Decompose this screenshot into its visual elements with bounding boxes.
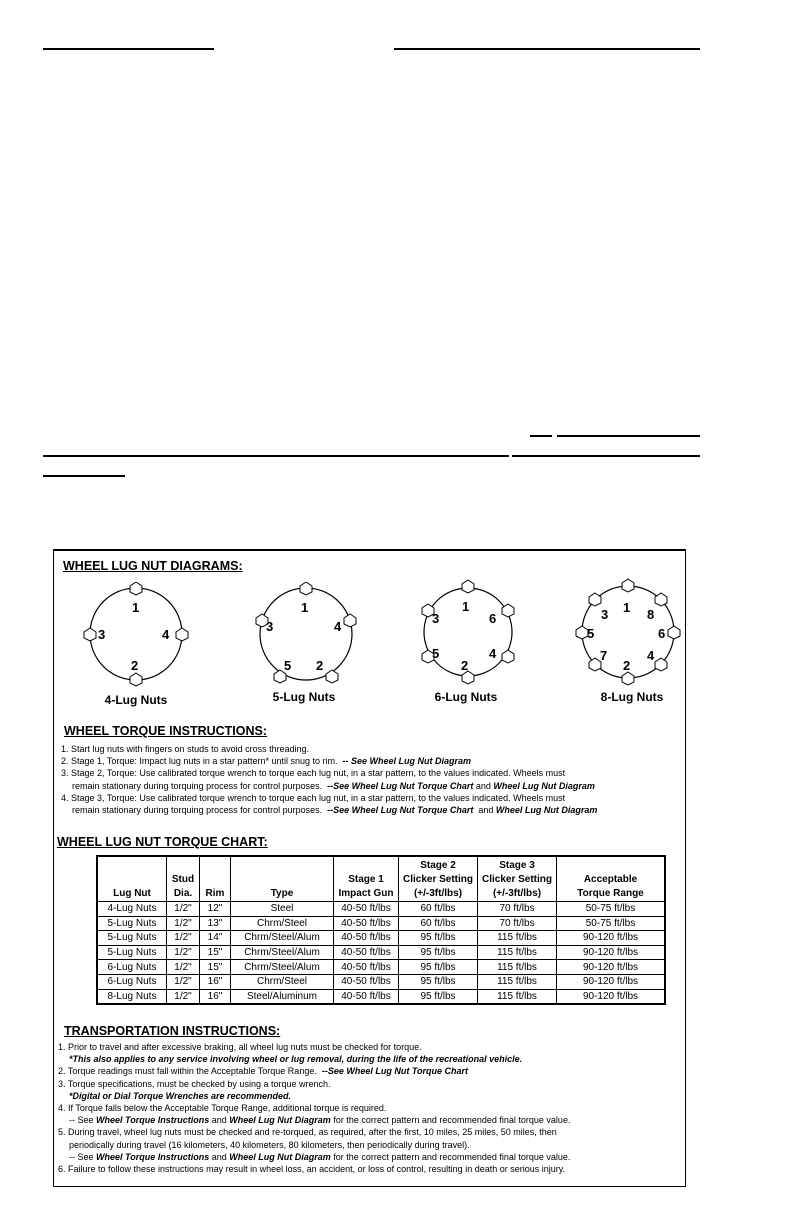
table-cell: Steel/Aluminum (231, 989, 334, 1004)
col-rim: Rim (200, 856, 231, 902)
mid-rule-2b (512, 455, 700, 457)
table-cell: 90-120 ft/lbs (557, 960, 666, 975)
table-cell: 40-50 ft/lbs (334, 902, 399, 917)
table-cell: 1/2" (167, 960, 200, 975)
transport-step: 2. Torque readings must fall within the Acceptable Torque Range. --See Wheel Lug Nut Torque Chart (58, 1066, 469, 1077)
table-row (97, 974, 665, 989)
lug-number: 5 (432, 646, 440, 661)
table-cell: 95 ft/lbs (399, 945, 478, 960)
diagram-4-lug-label: 4-Lug Nuts (104, 693, 168, 707)
instruction-step: 3. Stage 2, Torque: Use calibrated torque wrench to torque each lug nut, in a star pattern, to the values indicated. Wheels must (61, 768, 566, 779)
transport-step-cont: periodically during travel (16 kilometers, 40 kilometers, 80 kilometers, then periodically during travel). (69, 1139, 470, 1150)
diagram-6-lug (412, 578, 524, 688)
lug-number: 1 (462, 599, 470, 614)
table-cell: 90-120 ft/lbs (557, 989, 666, 1004)
table-cell: 4-Lug Nuts (97, 902, 167, 917)
table-cell: 1/2" (167, 989, 200, 1004)
lug-number: 4 (162, 627, 170, 642)
top-right-rule (394, 48, 700, 50)
transport-list (58, 1041, 570, 1175)
col-type: Type (231, 856, 334, 902)
lug-number: 3 (266, 619, 274, 634)
table-cell: 5-Lug Nuts (97, 916, 167, 931)
table-cell: 95 ft/lbs (399, 974, 478, 989)
table-cell: Steel (231, 902, 334, 917)
lug-number: 8 (647, 607, 655, 622)
table-header-row (97, 856, 665, 902)
table-cell: 1/2" (167, 902, 200, 917)
chart-heading: WHEEL LUG NUT TORQUE CHART: (57, 835, 268, 849)
diagram-4-lug (80, 582, 192, 692)
mid-rule-1b (557, 435, 700, 437)
table-cell: 1/2" (167, 974, 200, 989)
diagram-8-lug (572, 576, 684, 688)
table-cell: 115 ft/lbs (478, 960, 557, 975)
instruction-step: 1. Start lug nuts with fingers on studs to avoid cross threading. (61, 744, 310, 754)
torque-chart-table (96, 855, 666, 1005)
instructions-heading: WHEEL TORQUE INSTRUCTIONS: (64, 724, 268, 738)
col-lug-nut: Lug Nut (97, 856, 167, 902)
table-cell: 95 ft/lbs (399, 989, 478, 1004)
instruction-step-cont: remain stationary during torquing process for control purposes. --See Wheel Lug Nut Torque Chart and Wheel Lug Nut Diagram (72, 780, 595, 791)
lug-number: 1 (623, 600, 631, 615)
instruction-step: 2. Stage 1, Torque: Impact lug nuts in a star pattern* until snug to rim. -- See Wheel Lug Nut Diagram (61, 756, 472, 767)
table-cell: Chrm/Steel/Alum (231, 931, 334, 946)
lug-number: 2 (316, 658, 324, 673)
table-cell: 115 ft/lbs (478, 945, 557, 960)
top-left-rule (43, 48, 214, 50)
transport-step-cont: -- See Wheel Torque Instructions and Wheel Lug Nut Diagram for the correct pattern and recommended final torque value. (69, 1151, 571, 1162)
table-cell: 1/2" (167, 916, 200, 931)
table-cell: 5-Lug Nuts (97, 931, 167, 946)
table-row (97, 945, 665, 960)
lug-number: 7 (600, 648, 608, 663)
diagram-8-lug-label: 8-Lug Nuts (600, 690, 664, 704)
lug-number: 3 (432, 611, 440, 626)
table-cell: 40-50 ft/lbs (334, 974, 399, 989)
table-cell: 60 ft/lbs (399, 916, 478, 931)
table-cell: 70 ft/lbs (478, 916, 557, 931)
lug-number: 4 (334, 619, 342, 634)
table-cell: 1/2" (167, 945, 200, 960)
table-cell: Chrm/Steel/Alum (231, 960, 334, 975)
diagram-6-lug-label: 6-Lug Nuts (434, 690, 498, 704)
lug-number: 6 (489, 611, 497, 626)
lug-number: 2 (131, 658, 139, 673)
col-stage2: Stage 2 Clicker Setting (+/-3ft/lbs) (399, 856, 478, 902)
transport-note: *This also applies to any service involving wheel or lug removal, during the life of the recreational vehicle. (69, 1054, 523, 1065)
table-cell: 60 ft/lbs (399, 902, 478, 917)
table-cell: 90-120 ft/lbs (557, 931, 666, 946)
table-cell: 115 ft/lbs (478, 931, 557, 946)
table-cell: Chrm/Steel (231, 974, 334, 989)
mid-rule-2a (43, 455, 509, 457)
table-cell: 16" (200, 989, 231, 1004)
lug-number: 2 (623, 658, 631, 673)
mid-rule-1a (530, 435, 552, 437)
instructions-list (61, 743, 597, 816)
table-cell: 50-75 ft/lbs (557, 902, 666, 917)
table-cell: Chrm/Steel/Alum (231, 945, 334, 960)
table-row (97, 902, 665, 917)
lug-number: 3 (98, 627, 106, 642)
table-row (97, 931, 665, 946)
table-cell: 70 ft/lbs (478, 902, 557, 917)
table-cell: 14" (200, 931, 231, 946)
transport-step: 4. If Torque falls below the Acceptable Torque Range, additional torque is required. (58, 1103, 387, 1114)
transport-heading: TRANSPORTATION INSTRUCTIONS: (64, 1024, 281, 1038)
lug-number: 2 (461, 658, 469, 673)
table-cell: 6-Lug Nuts (97, 974, 167, 989)
table-cell: 13" (200, 916, 231, 931)
lug-number: 4 (489, 646, 497, 661)
table-cell: 90-120 ft/lbs (557, 945, 666, 960)
table-row (97, 989, 665, 1004)
transport-step-cont: -- See Wheel Torque Instructions and Wheel Lug Nut Diagram for the correct pattern and recommended final torque value. (69, 1115, 571, 1126)
table-cell: 95 ft/lbs (399, 960, 478, 975)
table-cell: 40-50 ft/lbs (334, 945, 399, 960)
table-cell: 8-Lug Nuts (97, 989, 167, 1004)
lug-number: 3 (601, 607, 609, 622)
col-stud-dia: Stud Dia. (167, 856, 200, 902)
table-cell: 40-50 ft/lbs (334, 960, 399, 975)
table-cell: 40-50 ft/lbs (334, 916, 399, 931)
lug-number: 6 (658, 626, 666, 641)
table-cell: 115 ft/lbs (478, 989, 557, 1004)
table-cell: 40-50 ft/lbs (334, 989, 399, 1004)
table-row (97, 960, 665, 975)
table-cell: 50-75 ft/lbs (557, 916, 666, 931)
table-cell: 15" (200, 945, 231, 960)
diagram-5-lug-label: 5-Lug Nuts (272, 690, 336, 704)
lug-number: 1 (301, 600, 309, 615)
transport-step: 5. During travel, wheel lug nuts must be checked and re-torqued, as required, after the first, 10 miles, 25 miles, 50 miles, then (58, 1127, 557, 1138)
table-cell: 115 ft/lbs (478, 974, 557, 989)
table-row (97, 916, 665, 931)
transport-step: 6. Failure to follow these instructions may result in wheel loss, an accident, or loss of control, resulting in death or serious injury. (58, 1164, 566, 1175)
instruction-step: 4. Stage 3, Torque: Use calibrated torque wrench to torque each lug nut, in a star pattern, to the values indicated. Wheels must (61, 792, 566, 803)
col-stage1: Stage 1 Impact Gun (334, 856, 399, 902)
table-cell: 90-120 ft/lbs (557, 974, 666, 989)
diagram-5-lug (250, 582, 362, 692)
col-stage3: Stage 3 Clicker Setting (+/-3ft/lbs) (478, 856, 557, 902)
table-cell: 95 ft/lbs (399, 931, 478, 946)
lug-number: 5 (587, 626, 595, 641)
table-cell: 6-Lug Nuts (97, 960, 167, 975)
lug-number: 5 (284, 658, 292, 673)
transport-step: 3. Torque specifications, must be checked by using a torque wrench. (58, 1078, 331, 1089)
lug-number: 4 (647, 648, 655, 663)
table-cell: 40-50 ft/lbs (334, 931, 399, 946)
table-cell: 16" (200, 974, 231, 989)
mid-rule-3 (43, 475, 125, 477)
transport-step: 1. Prior to travel and after excessive braking, all wheel lug nuts must be checked for torque. (58, 1042, 422, 1052)
transport-note: *Digital or Dial Torque Wrenches are recommended. (69, 1090, 292, 1101)
instruction-step-cont: remain stationary during torquing process for control purposes. --See Wheel Lug Nut Torque Chart and Wheel Lug Nut Diagram (72, 805, 598, 816)
table-cell: 1/2" (167, 931, 200, 946)
col-acceptable: Acceptable Torque Range (557, 856, 666, 902)
diagrams-heading: WHEEL LUG NUT DIAGRAMS: (63, 559, 243, 573)
lug-number: 1 (132, 600, 140, 615)
table-cell: Chrm/Steel (231, 916, 334, 931)
table-cell: 5-Lug Nuts (97, 945, 167, 960)
table-cell: 15" (200, 960, 231, 975)
table-cell: 12" (200, 902, 231, 917)
